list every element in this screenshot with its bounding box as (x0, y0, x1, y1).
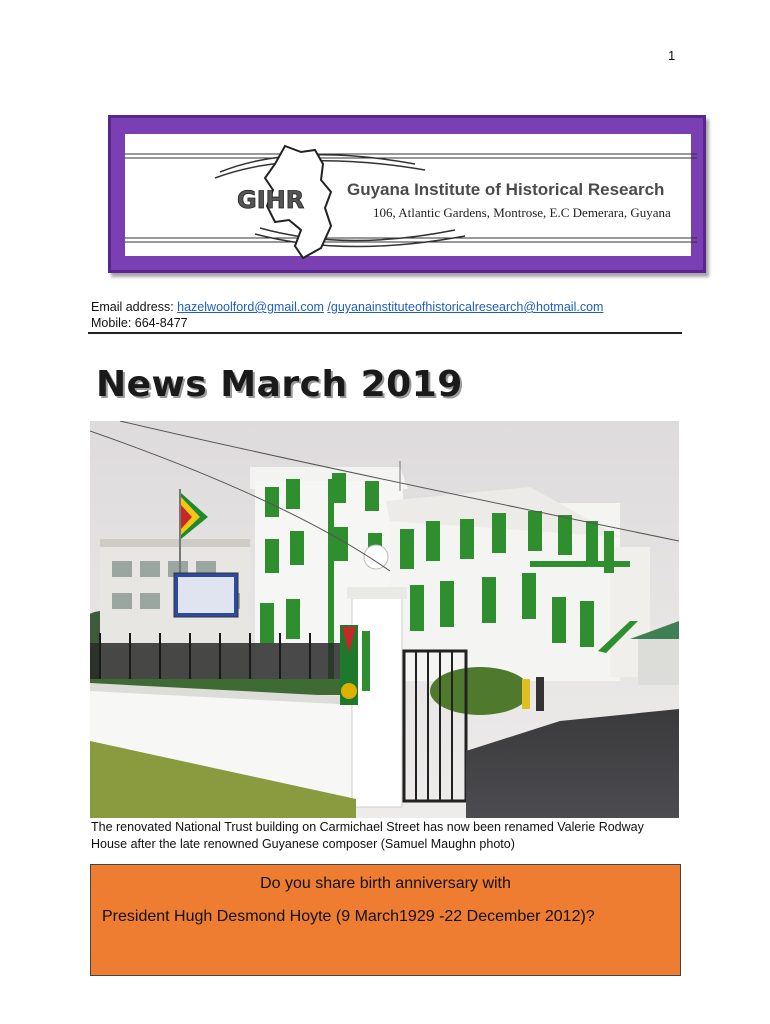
callout-president-name: President Hugh Desmond Hoyte (9 March1929 -22 December 2012)? (102, 908, 595, 925)
newsletter-headline: News March 2019 (96, 364, 463, 405)
email-link-2[interactable]: /guyanainstituteofhistoricalresearch@hotmail.com (327, 300, 604, 314)
institute-name: Guyana Institute of Historical Research (347, 180, 665, 199)
header-divider (88, 332, 682, 334)
banner-panel (125, 134, 691, 256)
building-photo (90, 421, 679, 818)
gihr-logo-text: GIHR (237, 186, 305, 214)
email-line (91, 299, 603, 315)
birth-anniversary-callout (90, 864, 681, 976)
contact-block (91, 299, 603, 331)
email-link-1[interactable]: hazelwoolford@gmail.com (177, 300, 324, 314)
caption-line-1: The renovated National Trust building on Carmichael Street has now been renamed Valerie Rodway (91, 820, 644, 834)
institute-address: 106, Atlantic Gardens, Montrose, E.C Demerara, Guyana (373, 205, 671, 220)
page-number: 1 (668, 48, 676, 63)
header-banner (108, 115, 706, 273)
photo-caption (91, 819, 691, 853)
callout-question: Do you share birth anniversary with (260, 875, 511, 892)
caption-line-2: House after the late renowned Guyanese composer (Samuel Maughn photo) (91, 837, 515, 851)
email-label: Email address: (91, 300, 178, 314)
mobile-number: Mobile: 664-8477 (91, 316, 188, 330)
